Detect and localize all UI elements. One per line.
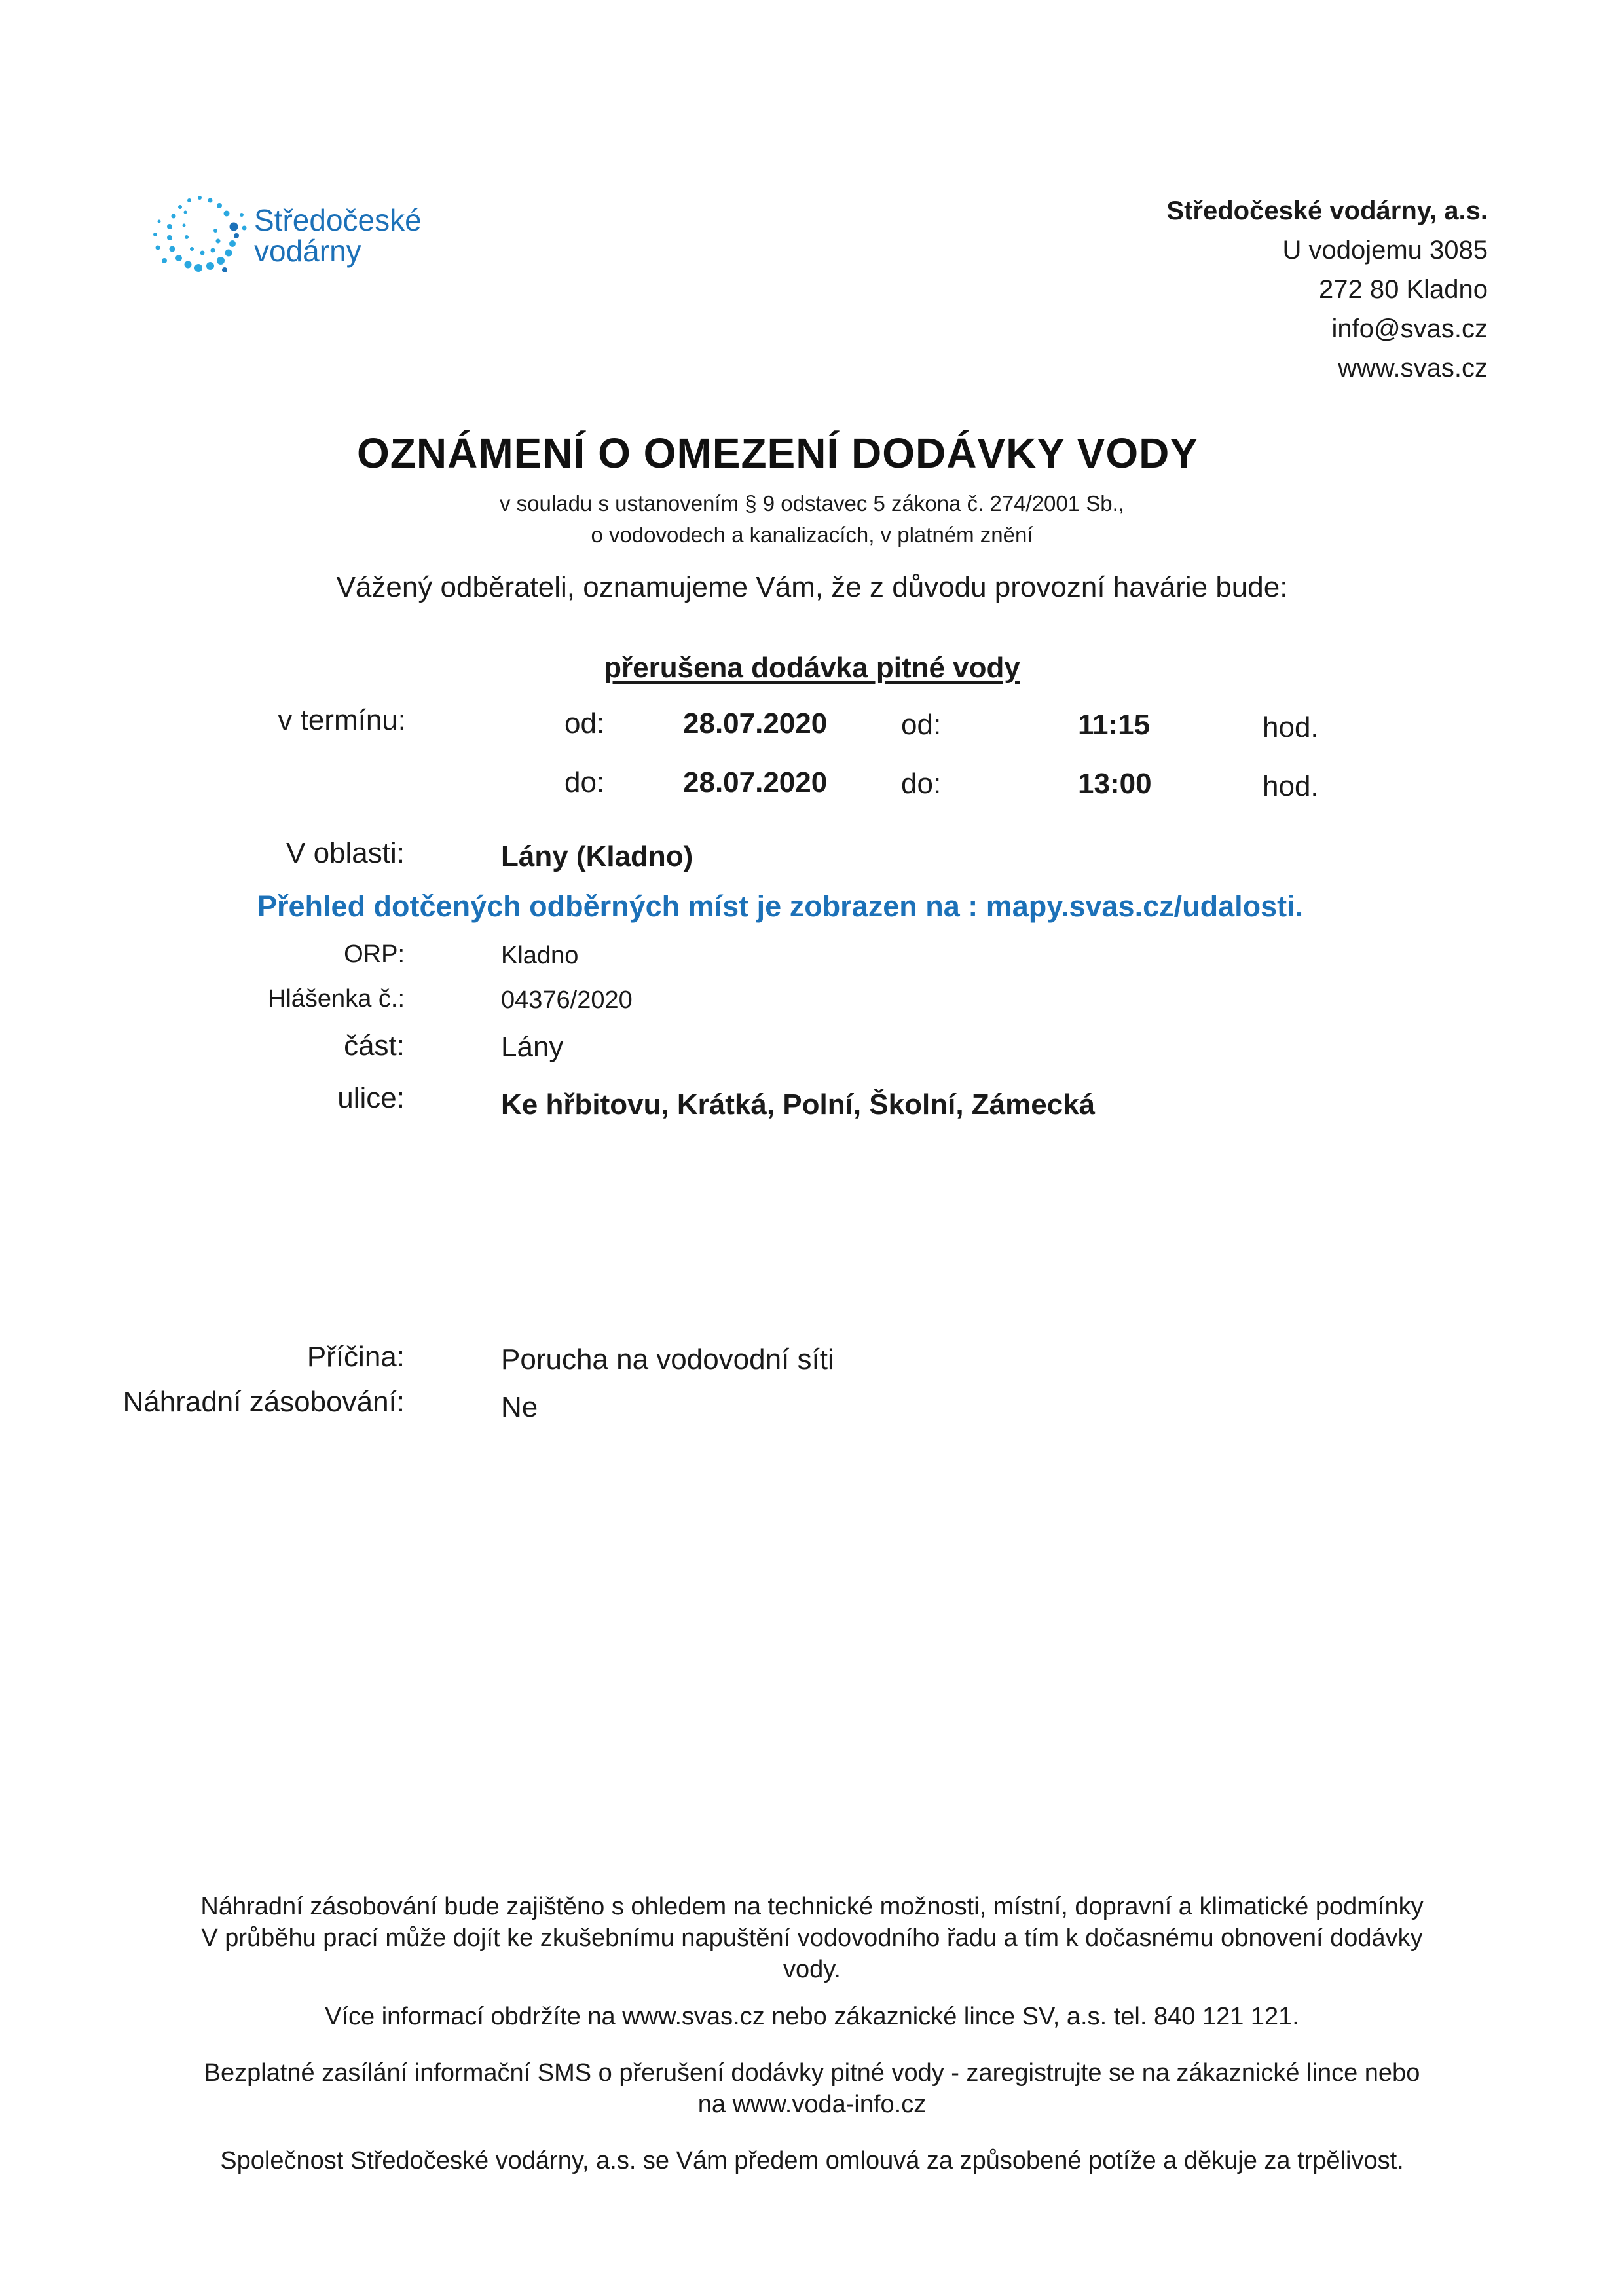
area-value: Lány (Kladno)	[501, 840, 693, 872]
streets-label: ulice:	[337, 1082, 405, 1114]
legal-reference-line2: o vodovodech a kanalizacích, v platném znění	[591, 523, 1033, 547]
legal-reference-line1: v souladu s ustanovením § 9 odstavec 5 zákona č. 274/2001 Sb.,	[500, 491, 1124, 515]
interruption-heading: přerušena dodávka pitné vody	[604, 652, 1020, 684]
term-to-hours-unit: hod.	[1263, 770, 1319, 802]
report-number-label: Hlášenka č.:	[267, 985, 405, 1013]
note-sms-service-link: na www.voda-info.cz	[697, 2091, 927, 2118]
cause-value: Porucha na vodovodní síti	[501, 1343, 834, 1375]
affected-places-link[interactable]: Přehled dotčených odběrných míst je zobrazen na : mapy.svas.cz/udalosti.	[257, 889, 1304, 923]
company-city: 272 80 Kladno	[1318, 275, 1488, 304]
logo-text-line2: vodárny	[254, 234, 361, 268]
alt-supply-value: Ne	[501, 1391, 538, 1423]
term-from-time-label: od:	[901, 709, 942, 741]
term-from-time: 11:15	[1078, 709, 1151, 741]
company-name: Středočeské vodárny, a.s.	[1166, 196, 1488, 225]
page-title: OZNÁMENÍ O OMEZENÍ DODÁVKY VODY	[357, 430, 1199, 477]
note-test-filling-end: vody.	[783, 1956, 841, 1983]
term-to-label: do:	[564, 766, 605, 798]
company-street: U vodojemu 3085	[1282, 236, 1488, 265]
term-from-hours-unit: hod.	[1263, 711, 1319, 743]
note-test-filling: V průběhu prací může dojít ke zkušebnímu napuštění vodovodního řadu a tím k dočasnému obnovení dodávky	[201, 1924, 1423, 1952]
alt-supply-label: Náhradní zásobování:	[122, 1386, 405, 1418]
part-label: část:	[344, 1030, 405, 1062]
term-from-date: 28.07.2020	[683, 707, 828, 739]
orp-label: ORP:	[344, 941, 405, 968]
term-to-time: 13:00	[1078, 768, 1152, 800]
company-web[interactable]: www.svas.cz	[1338, 354, 1488, 382]
orp-value: Kladno	[501, 942, 579, 969]
term-to-date: 28.07.2020	[683, 766, 828, 798]
note-alt-supply-conditions: Náhradní zásobování bude zajištěno s ohledem na technické možnosti, místní, dopravní a klimatické podmínky	[200, 1893, 1424, 1920]
company-logo	[147, 189, 435, 287]
term-from-label: od:	[564, 707, 605, 739]
term-to-time-label: do:	[901, 768, 942, 800]
logo-text-line1: Středočeské	[254, 203, 422, 237]
area-label: V oblasti:	[286, 837, 405, 869]
note-more-info: Více informací obdržíte na www.svas.cz nebo zákaznické lince SV, a.s. tel. 840 121 121.	[325, 2003, 1299, 2030]
cause-label: Příčina:	[306, 1341, 405, 1373]
company-email[interactable]: info@svas.cz	[1331, 314, 1488, 343]
term-label: v termínu:	[278, 704, 406, 736]
part-value: Lány	[501, 1031, 564, 1063]
logo-dots-icon	[147, 189, 252, 280]
note-apology: Společnost Středočeské vodárny, a.s. se Vám předem omlouvá za způsobené potíže a děkuje za trpělivost.	[220, 2147, 1404, 2174]
streets-value: Ke hřbitovu, Krátká, Polní, Školní, Zámecká	[501, 1089, 1096, 1121]
report-number-value: 04376/2020	[501, 986, 633, 1014]
greeting-text: Vážený odběrateli, oznamujeme Vám, že z důvodu provozní havárie bude:	[336, 571, 1288, 603]
note-sms-service: Bezplatné zasílání informační SMS o přerušení dodávky pitné vody - zaregistrujte se na zákaznické lince nebo	[204, 2059, 1420, 2087]
